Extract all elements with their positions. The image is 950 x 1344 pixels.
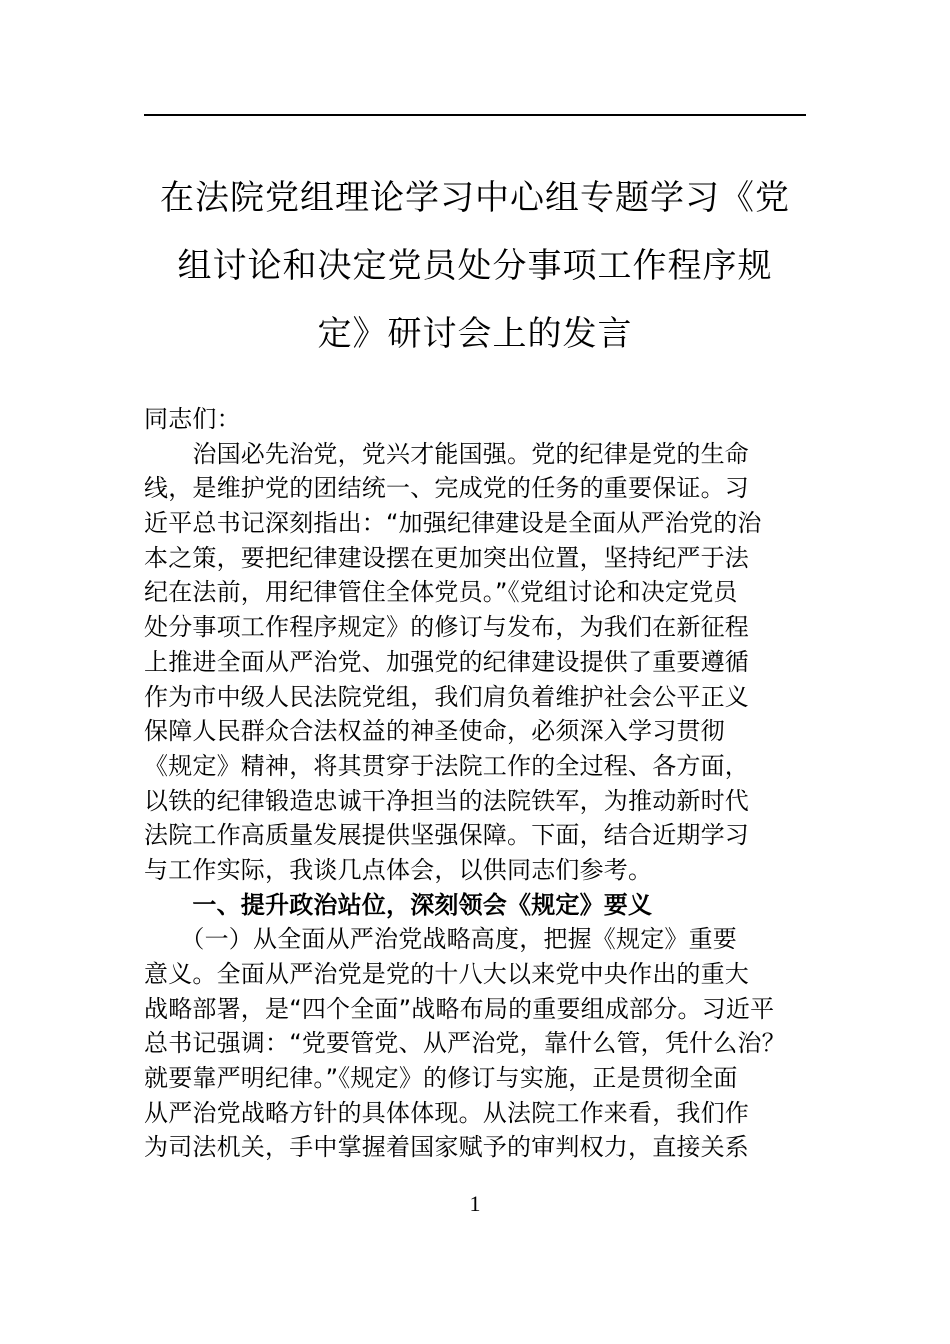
section-line: 意义。全面从严治党是党的十八大以来党中央作出的重大 bbox=[144, 960, 749, 988]
title-line: 在法院党组理论学习中心组专题学习《党 bbox=[160, 178, 790, 218]
body-line: 保障人民群众合法权益的神圣使命，必须深入学习贯彻 bbox=[144, 717, 725, 746]
title-line: 定》研讨会上的发言 bbox=[317, 314, 633, 354]
body-line: 以铁的纪律锻造忠诚干净担当的法院铁军，为推动新时代 bbox=[144, 786, 749, 815]
body-line: 法院工作高质量发展提供坚强保障。下面，结合近期学习 bbox=[144, 821, 749, 850]
body-line: 上推进全面从严治党、加强党的纪律建设提供了重要遵循 bbox=[144, 647, 749, 676]
body-line: 线，是维护党的团结统一、完成党的任务的重要保证。习 bbox=[144, 474, 749, 503]
section-line: （一）从全面从严治党战略高度，把握《规定》重要 bbox=[144, 925, 737, 954]
header-rule bbox=[144, 114, 806, 116]
section-line: 为司法机关，手中掌握着国家赋予的审判权力，直接关系 bbox=[144, 1133, 749, 1162]
body-line: 治国必先治党，党兴才能国强。党的纪律是党的生命 bbox=[144, 439, 749, 468]
body-line: 处分事项工作程序规定》的修订与发布，为我们在新征程 bbox=[144, 613, 749, 642]
body-line: 《规定》精神，将其贯穿于法院工作的全过程、各方面， bbox=[144, 751, 749, 780]
section-line: 就要靠严明纪律。”《规定》的修订与实施，正是贯彻全面 bbox=[144, 1064, 738, 1093]
section-line: 总书记强调：“党要管党、从严治党，靠什么管，凭什么治？ bbox=[144, 1029, 786, 1058]
salutation: 同志们： bbox=[144, 405, 241, 433]
section-line: 从严治党战略方针的具体体现。从法院工作来看，我们作 bbox=[144, 1098, 749, 1127]
body-line: 与工作实际，我谈几点体会，以供同志们参考。 bbox=[144, 855, 653, 884]
section-line: 战略部署，是“四个全面”战略布局的重要组成部分。习近平 bbox=[144, 994, 775, 1023]
body-line: 近平总书记深刻指出：“加强纪律建设是全面从严治党的治 bbox=[144, 509, 762, 538]
title-line: 组讨论和决定党员处分事项工作程序规 bbox=[177, 246, 773, 286]
page-number: 1 bbox=[469, 1191, 481, 1216]
document-title bbox=[150, 164, 800, 368]
section-heading: 一、提升政治站位，深刻领会《规定》要义 bbox=[144, 890, 653, 919]
body-line: 纪在法前，用纪律管住全体党员。”《党组讨论和决定党员 bbox=[144, 578, 738, 607]
body-line: 作为市中级人民法院党组，我们肩负着维护社会公平正义 bbox=[144, 682, 749, 711]
body-line: 本之策，要把纪律建设摆在更加突出位置，坚持纪严于法 bbox=[144, 543, 749, 572]
document-body bbox=[144, 402, 814, 1165]
